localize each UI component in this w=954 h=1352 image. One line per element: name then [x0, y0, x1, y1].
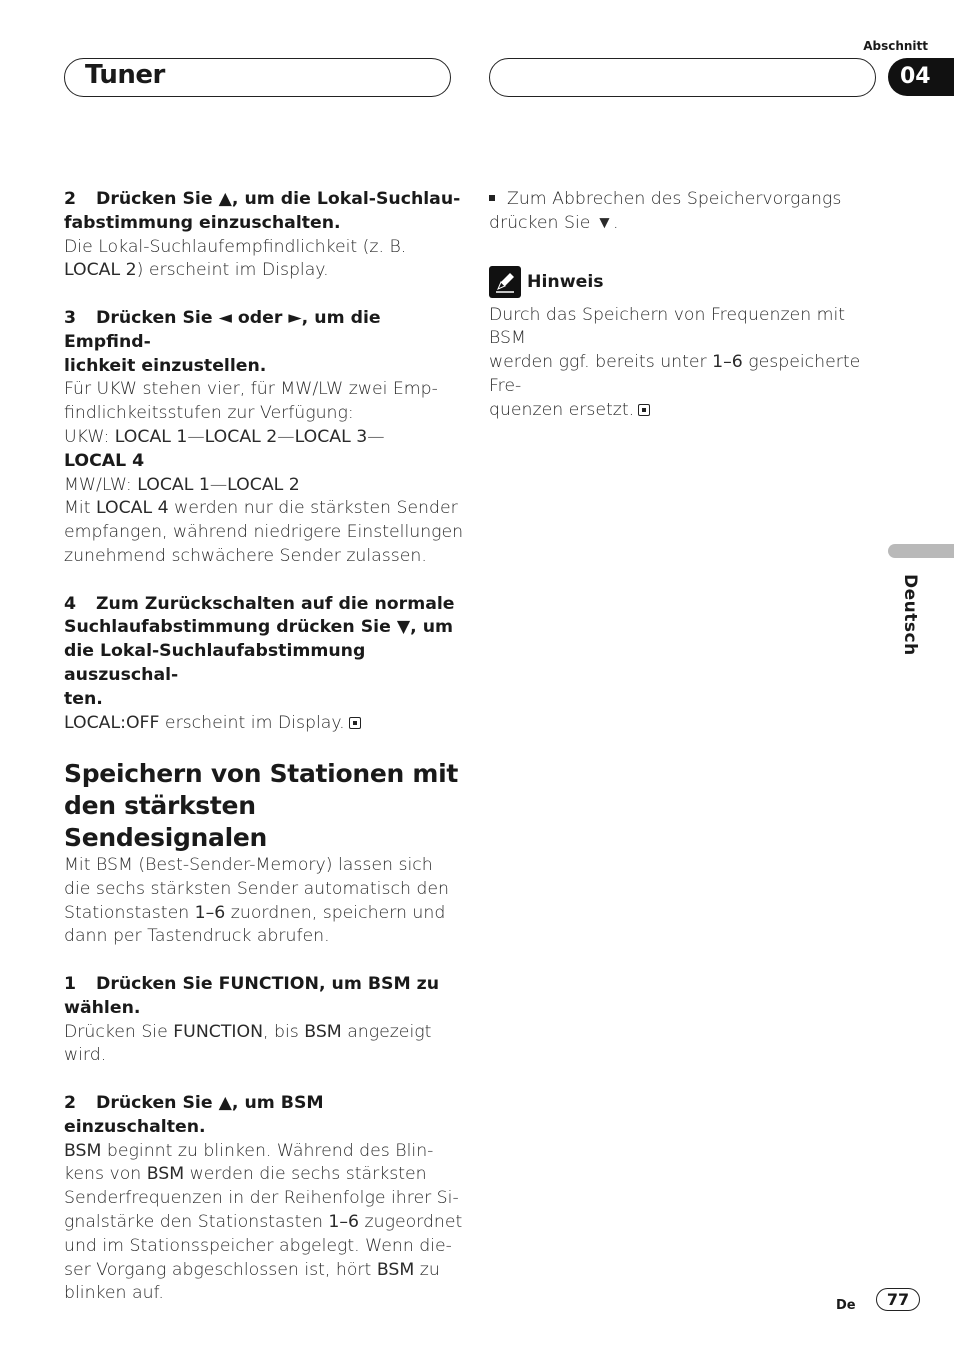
- section-heading: Speichern von Stationen mit: [64, 759, 459, 788]
- bsm-section: Speichern von Stationen mit den stärksten Sendesignalen Mit BSM (Best-Sender-Memory) lassen sich die sechs stärksten Sender automatisch den Stationstasten 1–6 zuordnen, speichern und dann per Tastendruck abrufen. 1 Drücken Sie FUNCTION, um BSM zu wählen. Drücken Sie FUNCTION, bis BSM angezeigt wird. 2 Drücken Sie ▲, um BSM einzuschalten. BSM beginnt zu blinken. Während des Blin- kens von BSM werden die sechs stärksten Senderfrequenzen in der Reihenfolge ihrer Si- gnalstärke den Stationstasten 1–6 zugeordnet und im Stationsspeicher abgelegt. Wenn die- ser Vorgang abgeschlossen ist, hört BSM zu blinken auf.: [64, 759, 463, 1304]
- right-column: Zum Abbrechen des Speichervorgangs drücken Sie ▼. Hinweis Durch das Speichern von Frequenzen mit BSM werden ggf. bereits unter 1–6 gespeicherte Fre- quenzen ersetzt.: [489, 188, 869, 423]
- section-title: Tuner: [85, 60, 165, 90]
- header-right-frame: [489, 58, 876, 97]
- step-3-heading: 3 Drücken Sie ◄ oder ►, um die Empfind-: [64, 307, 381, 352]
- left-column: 2 Drücken Sie ▲, um die Lokal-Suchlau- fabstimmung einzuschalten. Die Lokal-Suchlaufempfindlichkeit (z. B. LOCAL 2) erscheint im Display. 3 Drücken Sie ◄ oder ►, um die Empfind- lichkeit einzustellen. Für UKW stehen vier, für MW/LW zwei Emp- findlichkeitsstufen zur Verfügung: UKW: LOCAL 1—LOCAL 2—LOCAL 3— LOCAL 4 MW/LW: LOCAL 1—LOCAL 2 Mit LOCAL 4 werden nur die stärksten Sender empfangen, während niedrigere Einstellungen zunehmend schwächere Sender zulassen. 4 Zum Zurückschalten auf die normale Suchlaufabstimmung drücken Sie ▼, um die Lokal-Suchlaufabstimmung auszuschal- ten. LOCAL:OFF erscheint im Display.: [64, 189, 464, 733]
- step-4-heading: 4 Zum Zurückschalten auf die normale: [64, 593, 455, 614]
- end-mark-icon: [638, 404, 650, 416]
- bullet-icon: [489, 195, 495, 201]
- note-heading: Hinweis: [489, 266, 869, 298]
- pencil-note-icon: [489, 266, 521, 298]
- chapter-number: 04: [888, 58, 954, 96]
- abschnitt-label: Abschnitt: [863, 39, 928, 53]
- language-label: Deutsch: [900, 574, 920, 656]
- page-number: 77: [876, 1288, 920, 1311]
- bsm-step-1-heading: 1 Drücken Sie FUNCTION, um BSM zu: [64, 973, 440, 994]
- bullet-item: Zum Abbrechen des Speichervorgangs: [489, 188, 869, 212]
- step-2-heading: 2 Drücken Sie ▲, um die Lokal-Suchlau-: [64, 189, 461, 209]
- end-mark-icon: [349, 717, 361, 729]
- language-tab-marker: [888, 544, 954, 558]
- bsm-step-2-heading: 2 Drücken Sie ▲, um BSM einzuschalten.: [64, 1092, 324, 1137]
- footer-lang-code: De: [836, 1298, 856, 1313]
